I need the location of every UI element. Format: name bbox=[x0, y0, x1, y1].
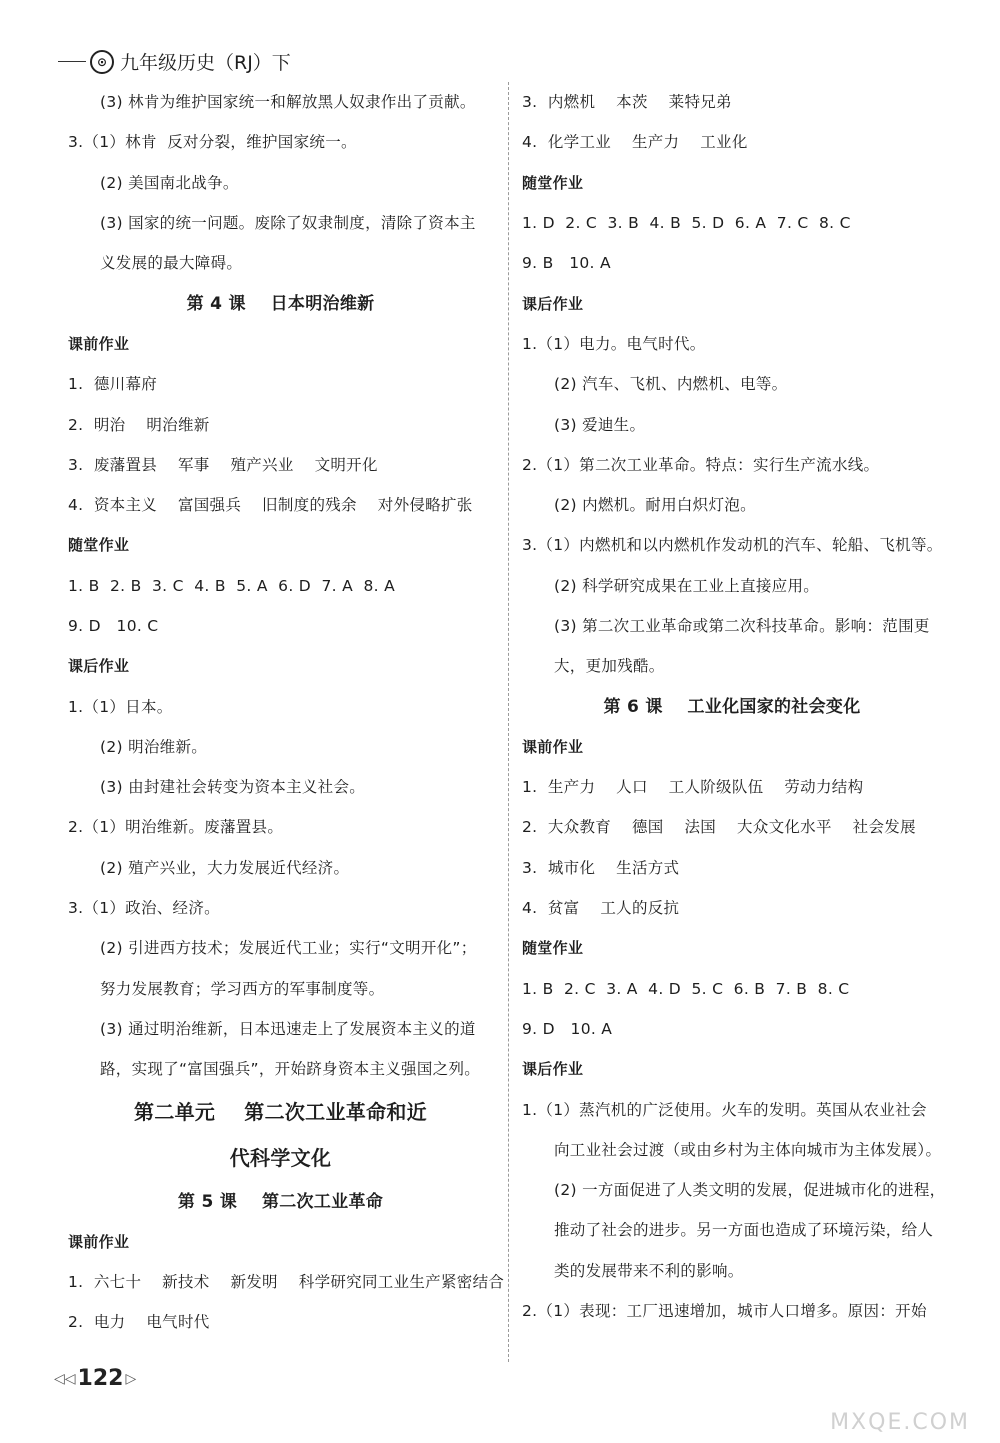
answer-line: 1. B 2. C 3. A 4. D 5. C 6. B 7. B 8. C bbox=[522, 979, 850, 998]
answer-line: 3.（1）林肯 反对分裂，维护国家统一。 bbox=[68, 133, 357, 152]
lesson-heading: 第 5 课 第二次工业革命 bbox=[177, 1191, 384, 1212]
answer-line: 1. 六七十 新技术 新发明 科学研究同工业生产紧密结合 bbox=[68, 1273, 505, 1292]
answer-line: 路，实现了“富国强兵”，开始跻身资本主义强国之列。 bbox=[100, 1060, 481, 1079]
answer-line: 大，更加残酷。 bbox=[554, 657, 665, 676]
section-label: 课后作业 bbox=[522, 294, 584, 313]
answer-line: 1. B 2. B 3. C 4. B 5. A 6. D 7. A 8. A bbox=[68, 576, 395, 595]
answer-line: 4. 资本主义 富国强兵 旧制度的残余 对外侵略扩张 bbox=[68, 496, 473, 515]
answer-line: 9. D 10. A bbox=[522, 1019, 613, 1038]
answer-line: 4. 贫富 工人的反抗 bbox=[522, 899, 680, 918]
answer-line: 类的发展带来不利的影响。 bbox=[554, 1261, 744, 1280]
answer-line: (2) 明治维新。 bbox=[100, 737, 208, 756]
answer-line: 努力发展教育；学习西方的军事制度等。 bbox=[100, 979, 385, 998]
answer-line: (2) 引进西方技术；发展近代工业；实行“文明开化”； bbox=[100, 939, 477, 958]
section-label: 课前作业 bbox=[522, 737, 584, 756]
right-column bbox=[522, 82, 946, 1331]
answer-line: 2. 大众教育 德国 法国 大众文化水平 社会发展 bbox=[522, 818, 916, 837]
page-number-left-ornament-icon: ◁◁ bbox=[54, 1370, 76, 1387]
answer-line: (3) 通过明治维新，日本迅速走上了发展资本主义的道 bbox=[100, 1019, 476, 1038]
answer-line: (2) 殖产兴业，大力发展近代经济。 bbox=[100, 858, 350, 877]
answer-line: 3.（1）政治、经济。 bbox=[68, 899, 220, 918]
answer-line: 1. 德川幕府 bbox=[68, 375, 158, 394]
section-label: 课后作业 bbox=[522, 1060, 584, 1079]
answer-line: (3) 爱迪生。 bbox=[554, 415, 646, 434]
answer-line: 2. 明治 明治维新 bbox=[68, 415, 210, 434]
answer-line: 推动了社会的进步。另一方面也造成了环境污染，给人 bbox=[554, 1221, 934, 1240]
answer-line: 2. 电力 电气时代 bbox=[68, 1313, 210, 1332]
answer-line: 9. B 10. A bbox=[522, 254, 611, 273]
section-label: 随堂作业 bbox=[68, 536, 130, 555]
page-number-right-ornament-icon: ▷ bbox=[125, 1370, 137, 1387]
book-logo-icon: ⊙ bbox=[90, 50, 114, 74]
section-label: 随堂作业 bbox=[522, 173, 584, 192]
answer-line: 1.（1）日本。 bbox=[68, 697, 173, 716]
column-divider bbox=[508, 82, 509, 1362]
answer-line: 义发展的最大障碍。 bbox=[100, 254, 243, 273]
answer-line: (2) 汽车、飞机、内燃机、电等。 bbox=[554, 375, 788, 394]
answer-line: 1. D 2. C 3. B 4. B 5. D 6. A 7. C 8. C bbox=[522, 214, 851, 233]
section-label: 课后作业 bbox=[68, 657, 130, 676]
answer-line: (2) 科学研究成果在工业上直接应用。 bbox=[554, 576, 820, 595]
answer-line: (3) 林肯为维护国家统一和解放黑人奴隶作出了贡献。 bbox=[100, 93, 476, 112]
answer-line: 2.（1）明治维新。废藩置县。 bbox=[68, 818, 284, 837]
header-rule bbox=[58, 61, 86, 62]
answer-line: (2) 内燃机。耐用白炽灯泡。 bbox=[554, 496, 756, 515]
section-label: 随堂作业 bbox=[522, 939, 584, 958]
lesson-heading: 第 6 课 工业化国家的社会变化 bbox=[603, 696, 861, 717]
answer-line: 3. 城市化 生活方式 bbox=[522, 858, 680, 877]
answer-line: 3. 内燃机 本茨 莱特兄弟 bbox=[522, 93, 732, 112]
page-number bbox=[52, 1366, 138, 1391]
header-title: 九年级历史（RJ）下 bbox=[120, 52, 291, 74]
answer-line: (3) 第二次工业革命或第二次科技革命。影响：范围更 bbox=[554, 617, 930, 635]
watermark-logo: MXQE.COM bbox=[830, 1410, 970, 1435]
answer-line: 4. 化学工业 生产力 工业化 bbox=[522, 133, 748, 152]
section-label: 课前作业 bbox=[68, 334, 130, 353]
section-label: 课前作业 bbox=[68, 1232, 130, 1251]
unit-heading: 第二单元 第二次工业革命和近 bbox=[134, 1100, 427, 1125]
left-column bbox=[68, 82, 505, 1343]
unit-heading: 代科学文化 bbox=[229, 1146, 332, 1171]
answer-line: 3. 废藩置县 军事 殖产兴业 文明开化 bbox=[68, 455, 378, 474]
answer-line: 1. 生产力 人口 工人阶级队伍 劳动力结构 bbox=[522, 778, 864, 797]
answer-line: 2.（1）第二次工业革命。特点：实行生产流水线。 bbox=[522, 455, 880, 474]
answer-line: 3.（1）内燃机和以内燃机作发动机的汽车、轮船、飞机等。 bbox=[522, 536, 943, 555]
lesson-heading: 第 4 课 日本明治维新 bbox=[186, 293, 375, 314]
answer-line: 9. D 10. C bbox=[68, 617, 159, 635]
answer-line: (2) 一方面促进了人类文明的发展，促进城市化的进程， bbox=[554, 1181, 946, 1200]
answer-line: (2) 美国南北战争。 bbox=[100, 173, 239, 192]
answer-line: 1.（1）蒸汽机的广泛使用。火车的发明。英国从农业社会 bbox=[522, 1100, 927, 1119]
answer-line: (3) 国家的统一问题。废除了奴隶制度，清除了资本主 bbox=[100, 214, 476, 233]
answer-line: 2.（1）表现：工厂迅速增加，城市人口增多。原因：开始 bbox=[522, 1302, 927, 1321]
answer-line: 向工业社会过渡（或由乡村为主体向城市为主体发展）。 bbox=[554, 1140, 942, 1159]
answer-line: 1.（1）电力。电气时代。 bbox=[522, 334, 706, 353]
page-number-text: 122 bbox=[77, 1366, 124, 1391]
page-header bbox=[58, 48, 291, 75]
answer-line: (3) 由封建社会转变为资本主义社会。 bbox=[100, 778, 366, 797]
